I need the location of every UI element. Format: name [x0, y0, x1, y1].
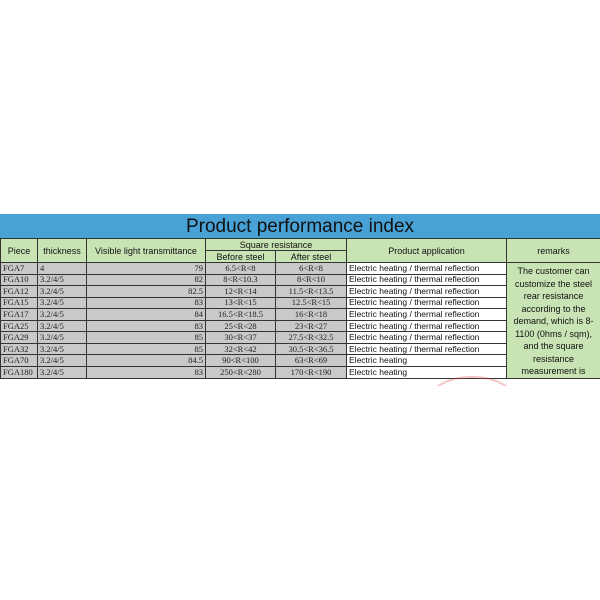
cell-after-steel: 30.5<R<36.5	[276, 343, 347, 355]
cell-application: Electric heating / thermal reflection	[347, 332, 507, 344]
header-before-steel: Before steel	[206, 251, 276, 263]
cell-vlt: 83	[87, 297, 206, 309]
cell-piece: FGA25	[1, 320, 38, 332]
cell-thickness: 3.2/4/5	[38, 366, 87, 378]
cell-vlt: 83	[87, 320, 206, 332]
header-square-resistance: Square resistance	[206, 239, 347, 251]
cell-piece: FGA10	[1, 274, 38, 286]
cell-after-steel: 170<R<190	[276, 366, 347, 378]
cell-piece: FGA12	[1, 286, 38, 298]
cell-application: Electric heating	[347, 366, 507, 378]
cell-before-steel: 8<R<10.3	[206, 274, 276, 286]
cell-after-steel: 16<R<18	[276, 309, 347, 321]
header-remarks: remarks	[507, 239, 600, 263]
cell-piece: FGA180	[1, 366, 38, 378]
cell-application: Electric heating / thermal reflection	[347, 274, 507, 286]
cell-piece: FGA29	[1, 332, 38, 344]
cell-application: Electric heating / thermal reflection	[347, 286, 507, 298]
table-row	[1, 263, 600, 275]
cell-before-steel: 30<R<37	[206, 332, 276, 344]
table-body	[1, 263, 600, 379]
cell-remarks: The customer can customize the steel rear resistance according to the demand, which is 8-1100 (0hms / sqm), and the square resistance measurement is	[507, 263, 600, 379]
cell-piece: FGA15	[1, 297, 38, 309]
cell-before-steel: 250<R<280	[206, 366, 276, 378]
cell-piece: FGA7	[1, 263, 38, 275]
cell-thickness: 3.2/4/5	[38, 286, 87, 298]
cell-thickness: 3.2/4/5	[38, 355, 87, 367]
cell-after-steel: 12.5<R<15	[276, 297, 347, 309]
cell-vlt: 82.5	[87, 286, 206, 298]
cell-before-steel: 13<R<15	[206, 297, 276, 309]
cell-after-steel: 23<R<27	[276, 320, 347, 332]
header-visible-light-transmittance: Visible light transmittance	[87, 239, 206, 263]
spreadsheet-excerpt	[0, 214, 600, 386]
cell-before-steel: 12<R<14	[206, 286, 276, 298]
cell-application: Electric heating / thermal reflection	[347, 309, 507, 321]
header-piece: Piece	[1, 239, 38, 263]
cell-before-steel: 90<R<100	[206, 355, 276, 367]
cell-piece: FGA17	[1, 309, 38, 321]
cell-after-steel: 11.5<R<13.5	[276, 286, 347, 298]
cell-after-steel: 8<R<10	[276, 274, 347, 286]
cell-thickness: 3.2/4/5	[38, 309, 87, 321]
cell-vlt: 85	[87, 332, 206, 344]
cell-vlt: 79	[87, 263, 206, 275]
performance-table	[0, 238, 600, 379]
cell-application: Electric heating / thermal reflection	[347, 343, 507, 355]
cell-application: Electric heating / thermal reflection	[347, 320, 507, 332]
cell-vlt: 84.5	[87, 355, 206, 367]
cell-thickness: 3.2/4/5	[38, 274, 87, 286]
cell-before-steel: 25<R<28	[206, 320, 276, 332]
cell-piece: FGA32	[1, 343, 38, 355]
cell-vlt: 82	[87, 274, 206, 286]
cell-thickness: 4	[38, 263, 87, 275]
cell-before-steel: 32<R<42	[206, 343, 276, 355]
cell-piece: FGA70	[1, 355, 38, 367]
cell-before-steel: 16.5<R<18.5	[206, 309, 276, 321]
header-after-steel: After steel	[276, 251, 347, 263]
cell-after-steel: 63<R<69	[276, 355, 347, 367]
cell-after-steel: 27.5<R<32.5	[276, 332, 347, 344]
cell-vlt: 85	[87, 343, 206, 355]
cell-application: Electric heating / thermal reflection	[347, 297, 507, 309]
header-thickness: thickness	[38, 239, 87, 263]
cell-thickness: 3.2/4/5	[38, 332, 87, 344]
cell-vlt: 84	[87, 309, 206, 321]
cell-thickness: 3.2/4/5	[38, 297, 87, 309]
cell-vlt: 83	[87, 366, 206, 378]
header-product-application: Product application	[347, 239, 507, 263]
cell-after-steel: 6<R<8	[276, 263, 347, 275]
cell-application: Electric heating	[347, 355, 507, 367]
cell-before-steel: 6.5<R<8	[206, 263, 276, 275]
cell-thickness: 3.2/4/5	[38, 343, 87, 355]
table-title: Product performance index	[0, 214, 600, 238]
cell-thickness: 3.2/4/5	[38, 320, 87, 332]
cell-application: Electric heating / thermal reflection	[347, 263, 507, 275]
